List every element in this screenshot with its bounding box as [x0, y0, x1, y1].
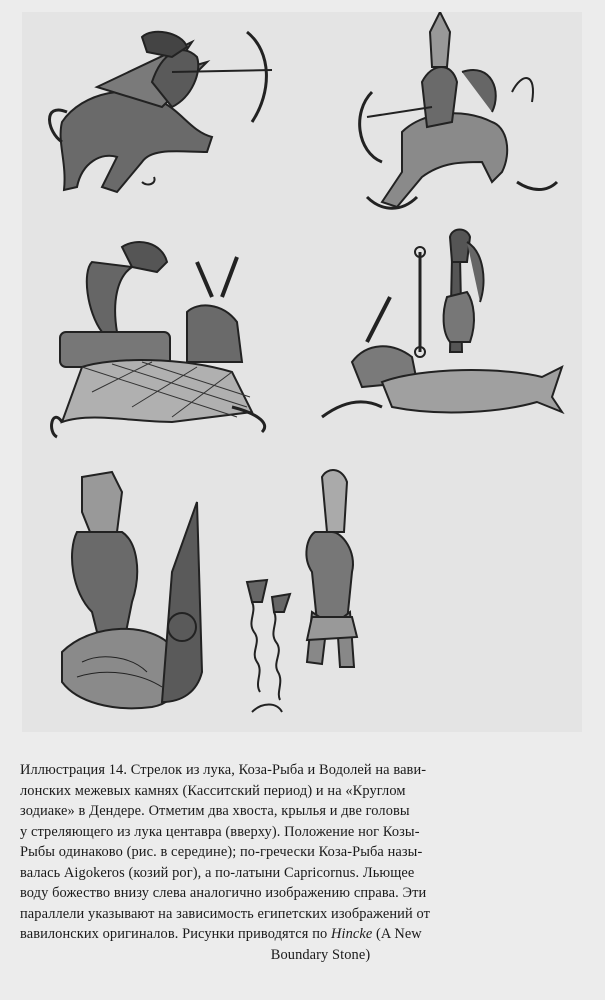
caption-line: у стреляющего из лука центавра (вверху). Положение ног Козы- — [20, 823, 420, 840]
caption-text: (A New — [372, 926, 422, 942]
caption-line: Рыбы одинаково (рис. в середине); по-гречески Коза-Рыба назы- — [20, 844, 423, 860]
caption-text: вавилонских оригиналов. Рисунки приводятся по — [20, 926, 331, 942]
babylonian-capricorn-figure — [52, 242, 265, 437]
figure-caption — [20, 760, 585, 965]
illustration-plate — [22, 12, 582, 732]
caption-line: зодиаке» в Дендере. Отметим два хвоста, крылья и две головы — [20, 803, 410, 819]
babylonian-sagittarius-figure — [50, 32, 273, 192]
caption-line — [20, 924, 585, 945]
caption-line: лонских межевых камнях (Касситский период) и на «Круглом — [20, 782, 406, 799]
caption-line: Boundary Stone) — [270, 946, 371, 963]
caption-line: воду божество внизу слева аналогично изображению справа. Эти — [20, 885, 427, 901]
caption-author: Hincke — [330, 926, 373, 942]
dendera-capricorn-figure — [322, 230, 562, 418]
caption-line: валась Aigokeros (козий рог), а по-латыни Capricornus. Льющее — [20, 864, 415, 881]
dendera-sagittarius-figure — [360, 12, 557, 208]
dendera-aquarius-figure — [247, 470, 357, 712]
caption-line: параллели указывают на зависимость египетских изображений от — [20, 905, 430, 922]
babylonian-aquarius-figure — [62, 472, 202, 708]
caption-line: Иллюстрация 14. Стрелок из лука, Коза-Рыба и Водолей на вави- — [20, 762, 427, 778]
